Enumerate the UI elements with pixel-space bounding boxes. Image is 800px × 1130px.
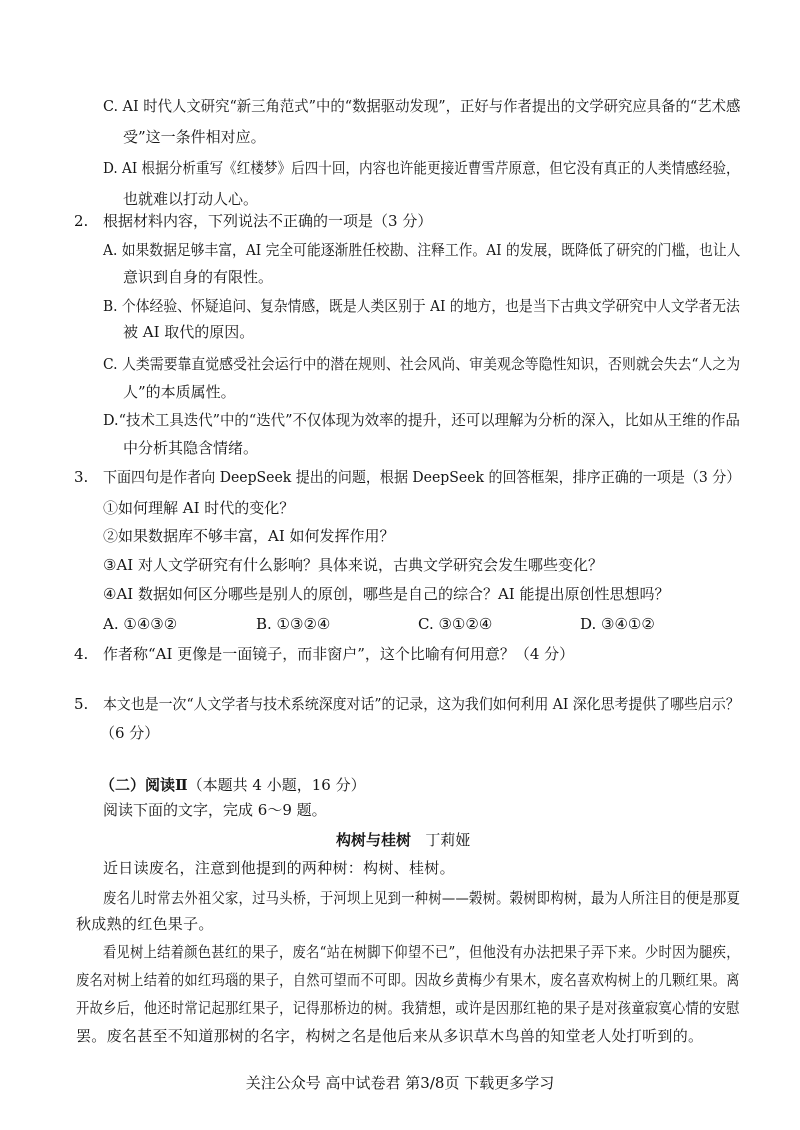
section-heading	[100, 775, 366, 795]
q5-number: 5.	[74, 695, 89, 713]
q3-number: 3.	[74, 468, 89, 486]
q3-sentence-3: ③AI 对人文学研究有什么影响？具体来说，古典文学研究会发生哪些变化？	[103, 556, 603, 574]
q2-option-a-line2: 意识到自身的有限性。	[123, 268, 274, 286]
q2-stem: 根据材料内容，下列说法不正确的一项是（3 分）	[103, 212, 433, 230]
passage-paragraph-3-line3: 开故乡后，他还时常记起那红果子，记得那桥边的树。我猜想，或许是因那红艳的果子是对孩童寂寞心情的安慰	[76, 999, 740, 1017]
q2-option-c-line1: C. 人类需要靠直觉感受社会运行中的潜在规则、社会风尚、审美观念等隐性知识，否则就会失去“人之为	[103, 355, 741, 373]
q2-option-b-line1: B. 个体经验、怀疑追问、复杂情感，既是人类区别于 AI 的地方，也是当下古典文学研究中人文学者无法	[103, 297, 740, 315]
q3-stem: 下面四句是作者向 DeepSeek 提出的问题，根据 DeepSeek 的回答框架，排序正确的一项是（3 分）	[103, 468, 741, 486]
q1-option-d-line2: 也就难以打动人心。	[123, 190, 259, 208]
section-heading-detail: （本题共 4 小题，16 分）	[187, 776, 366, 794]
q3-option-a: A. ①④③②	[103, 615, 178, 633]
q3-sentence-4: ④AI 数据如何区分哪些是别人的原创，哪些是自己的综合？AI 能提出原创性思想吗？	[103, 585, 670, 603]
passage-paragraph-3-line2: 废名对树上结着的如红玛瑙的果子，自然可望而不可即。因故乡黄梅少有果木，废名喜欢构树上的几颗红果。离	[76, 971, 740, 989]
q3-option-c: C. ③①②④	[418, 615, 493, 633]
q3-option-b: B. ①③②④	[256, 615, 331, 633]
article-author: 丁莉娅	[425, 831, 471, 849]
q2-option-c-line2: 人”的本质属性。	[123, 383, 236, 401]
q2-option-d-line2: 中分析其隐含情绪。	[123, 439, 259, 457]
q2-option-d-line1: D.“技术工具迭代”中的“迭代”不仅体现为效率的提升，还可以理解为分析的深入，比如从王维的作品	[103, 411, 740, 429]
section-instruction: 阅读下面的文字，完成 6～9 题。	[103, 801, 327, 819]
q4-number: 4.	[74, 645, 89, 663]
q2-option-a-line1: A. 如果数据足够丰富，AI 完全可能逐渐胜任校勘、注释工作。AI 的发展，既降低了研究的门槛，也让人	[103, 241, 741, 259]
q2-number: 2.	[74, 212, 89, 230]
passage-paragraph-3-line1: 看见树上结着颜色甚红的果子，废名“站在树脚下仰望不已”，但他没有办法把果子弄下来。少时因为腿疾，	[103, 943, 740, 961]
passage-paragraph-3-line4: 罢。废名甚至不知道那树的名字，构树之名是他后来从多识草木鸟兽的知堂老人处打听到的。	[76, 1027, 704, 1045]
q4-stem: 作者称“AI 更像是一面镜子，而非窗户”，这个比喻有何用意？（4 分）	[103, 645, 575, 663]
q5-stem: 本文也是一次“人文学者与技术系统深度对话”的记录，这为我们如何利用 AI 深化思考提供了哪些启示？	[103, 695, 740, 713]
q1-option-c-line2: 受”这一条件相对应。	[123, 128, 266, 146]
q1-option-c-line1: C. AI 时代人文研究“新三角范式”中的“数据驱动发现”，正好与作者提出的文学研究应具备的“艺术感	[103, 97, 741, 115]
passage-paragraph-2-line2: 秋成熟的红色果子。	[76, 915, 214, 933]
q3-sentence-1: ①如何理解 AI 时代的变化？	[103, 499, 295, 517]
q3-sentence-2: ②如果数据库不够丰富，AI 如何发挥作用？	[103, 527, 395, 545]
q1-option-d-line1: D. AI 根据分析重写《红楼梦》后四十回，内容也许能更接近曹雪芹原意，但它没有真正的人类情感经验，	[103, 159, 740, 177]
page-footer: 关注公众号 高中试卷君 第3/8页 下载更多学习	[245, 1074, 555, 1092]
q3-option-d: D. ③④①②	[580, 615, 655, 633]
q2-option-b-line2: 被 AI 取代的原因。	[123, 323, 255, 341]
article-title-line	[336, 830, 470, 850]
passage-paragraph-1: 近日读废名，注意到他提到的两种树：构树、桂树。	[103, 859, 455, 877]
q5-score: （6 分）	[100, 724, 160, 742]
article-title: 构树与桂树	[336, 831, 412, 849]
passage-paragraph-2-line1: 废名儿时常去外祖父家，过马头桥，于河坝上见到一种树——榖树。榖树即构树，最为人所注目的便是那夏	[103, 889, 741, 907]
section-heading-label: （二）阅读Ⅱ	[100, 776, 188, 794]
